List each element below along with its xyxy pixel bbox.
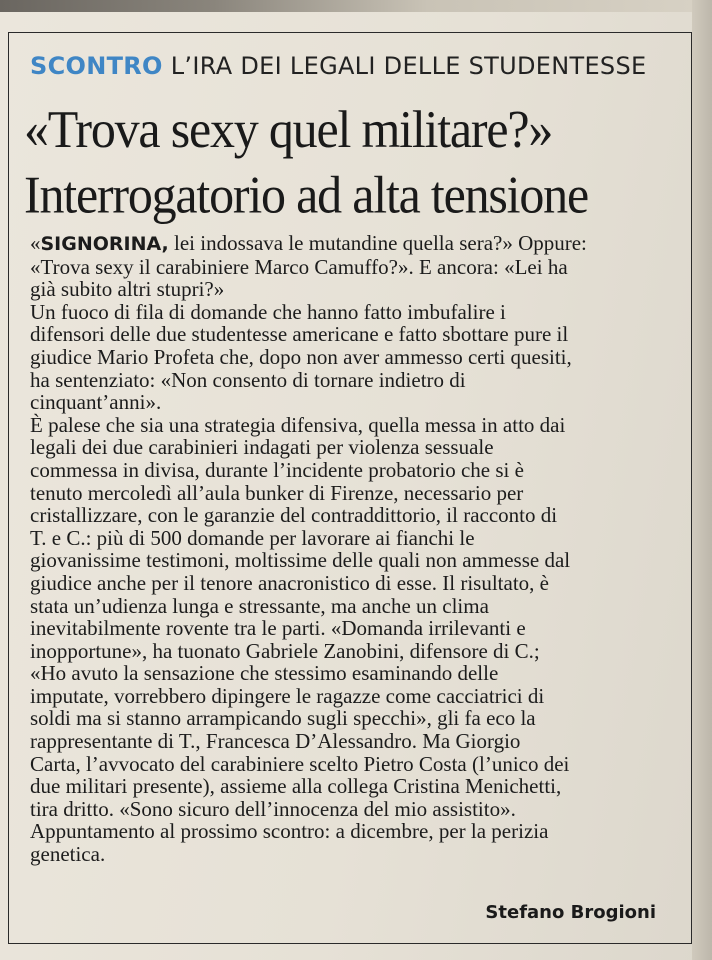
kicker-text: L’IRA DEI LEGALI DELLE STUDENTESSE: [170, 52, 647, 80]
article-line: giudice anche per il tenore anacronistico di esse. Il risultato, è: [30, 570, 549, 595]
kicker-tag: SCONTRO: [30, 52, 163, 80]
article-line: genetica.: [30, 842, 106, 867]
article-line: inevitabilmente rovente tra le parti. «Domanda irrilevanti e: [30, 616, 526, 641]
article-line-text: lei indossava le mutandine quella sera?» Oppure:: [168, 231, 587, 255]
kicker: [30, 52, 646, 80]
article-line: T. e C.: più di 500 domande per lavorare ai fianchi le: [30, 525, 475, 550]
article-line: tenuto mercoledì all’aula bunker di Firenze, necessario per: [30, 480, 524, 505]
article-line: Carta, l’avvocato del carabiniere scelto Pietro Costa (l’unico dei: [30, 751, 570, 776]
article-line: ha sentenziato: «Non consento di tornare indietro di: [30, 367, 466, 392]
headline-line-1: «Trova sexy quel militare?»: [24, 99, 553, 159]
lead-word: SIGNORINA,: [40, 233, 169, 255]
article-line: «Trova sexy il carabiniere Marco Camuffo?». E ancora: «Lei ha: [30, 254, 568, 279]
article-line: commessa in divisa, durante l’incidente probatorio che si è: [30, 457, 524, 482]
article-line: soldi ma si stanno arrampicando sugli specchi», gli fa eco la: [30, 706, 536, 731]
article-line: giovanissime testimoni, moltissime delle quali non ammesse dal: [30, 548, 571, 573]
photo-edge-top: [0, 0, 712, 12]
article-line: inopportune», ha tuonato Gabriele Zanobini, difensore di C.;: [30, 638, 540, 663]
article-line: giudice Mario Profeta che, dopo non aver ammesso certi quesiti,: [30, 344, 572, 369]
article-line: già subito altri stupri?»: [30, 277, 225, 302]
article-line: tira dritto. «Sono sicuro dell’innocenza del mio assistito».: [30, 796, 516, 821]
article-line: [30, 232, 682, 256]
article-line: due militari presente), assieme alla collega Cristina Menichetti,: [30, 774, 562, 799]
article-line: «Ho avuto la sensazione che stessimo esaminando delle: [30, 661, 499, 686]
article-line: legali dei due carabinieri indagati per violenza sessuale: [30, 435, 494, 460]
byline: Stefano Brogioni: [485, 902, 656, 923]
article-body: [30, 232, 682, 866]
article-line: Un fuoco di fila di domande che hanno fatto imbufalire i: [30, 299, 506, 324]
article-line: imputate, vorrebbero dipingere le ragazze come cacciatrici di: [30, 683, 545, 708]
lead-open-quote: «: [30, 231, 41, 255]
headline-line-2: Interrogatorio ad alta tensione: [24, 164, 588, 225]
photo-edge-right: [692, 0, 712, 960]
article-line: stata un’udienza lunga e stressante, ma anche un clima: [30, 593, 489, 618]
article-line: difensori delle due studentesse americane e fatto sbottare pure il: [30, 322, 569, 347]
article-line: cinquant’anni».: [30, 390, 162, 415]
article-line: rappresentante di T., Francesca D’Alessandro. Ma Giorgio: [30, 729, 521, 754]
article-line: Appuntamento al prossimo scontro: a dicembre, per la perizia: [30, 819, 549, 844]
article-line: È palese che sia una strategia difensiva, quella messa in atto dai: [30, 412, 566, 437]
headline: [24, 96, 684, 227]
article-line: cristallizzare, con le garanzie del contraddittorio, il racconto di: [30, 503, 558, 528]
